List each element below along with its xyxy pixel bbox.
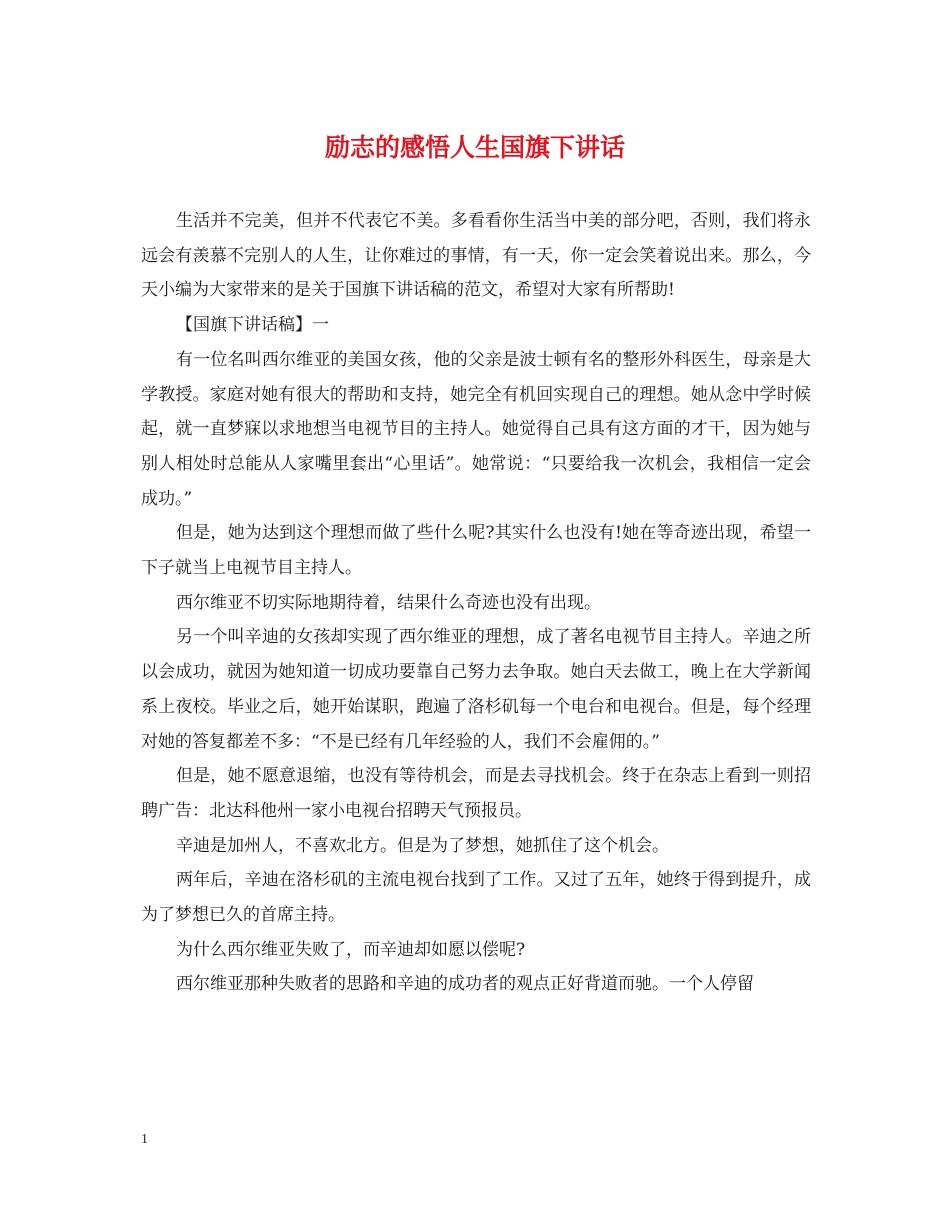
section-heading: 【国旗下讲话稿】一 <box>176 315 329 336</box>
page-title: 励志的感悟人生国旗下讲话 <box>324 133 625 162</box>
article-body <box>141 204 811 1002</box>
paragraph: 西尔维亚那种失败者的思路和辛迪的成功者的观点正好背道而驰。一个人停留 <box>176 974 754 995</box>
paragraph: 西尔维亚不切实际地期待着，结果什么奇迹也没有出现。 <box>176 592 601 613</box>
paragraph: 但是，她不愿意退缩，也没有等待机会，而是去寻找机会。终于在杂志上看到一则招聘广告：北达科他州一家小电视台招聘天气预报员。 <box>141 766 811 821</box>
paragraph: 为什么西尔维亚失败了，而辛迪却如愿以偿呢? <box>176 939 526 960</box>
paragraph: 另一个叫辛迪的女孩却实现了西尔维亚的理想，成了著名电视节目主持人。辛迪之所以会成功，就因为她知道一切成功要靠自己努力去争取。她白天去做工，晚上在大学新闻系上夜校。毕业之后，她开始谋职，跑遍了洛杉矶每一个电台和电视台。但是，每个经理对她的答复都差不多：“不是已经有几年经验的人，我们不会雇佣的。” <box>141 627 811 752</box>
paragraph-intro: 生活并不完美，但并不代表它不美。多看看你生活当中美的部分吧，否则，我们将永远会有羡慕不完别人的人生，让你难过的事情，有一天，你一定会笑着说出来。那么，今天小编为大家带来的是关于国旗下讲话稿的范文，希望对大家有所帮助! <box>141 211 811 301</box>
paragraph: 有一位名叫西尔维亚的美国女孩，他的父亲是波士顿有名的整形外科医生，母亲是大学教授。家庭对她有很大的帮助和支持，她完全有机回实现自己的理想。她从念中学时候起，就一直梦寐以求地想当电视节目的主持人。她觉得自己具有这方面的才干，因为她与别人相处时总能从人家嘴里套出“心里话”。她常说：“只要给我一次机会，我相信一定会成功。” <box>141 349 811 509</box>
paragraph: 辛迪是加州人，不喜欢北方。但是为了梦想，她抓住了这个机会。 <box>176 835 669 856</box>
page-number: 1 <box>141 1132 148 1147</box>
paragraph: 两年后，辛迪在洛杉矶的主流电视台找到了工作。又过了五年，她终于得到提升，成为了梦想已久的首席主持。 <box>141 870 811 926</box>
paragraph: 但是，她为达到这个理想而做了些什么呢?其实什么也没有!她在等奇迹出现，希望一下子就当上电视节目主持人。 <box>141 523 811 579</box>
